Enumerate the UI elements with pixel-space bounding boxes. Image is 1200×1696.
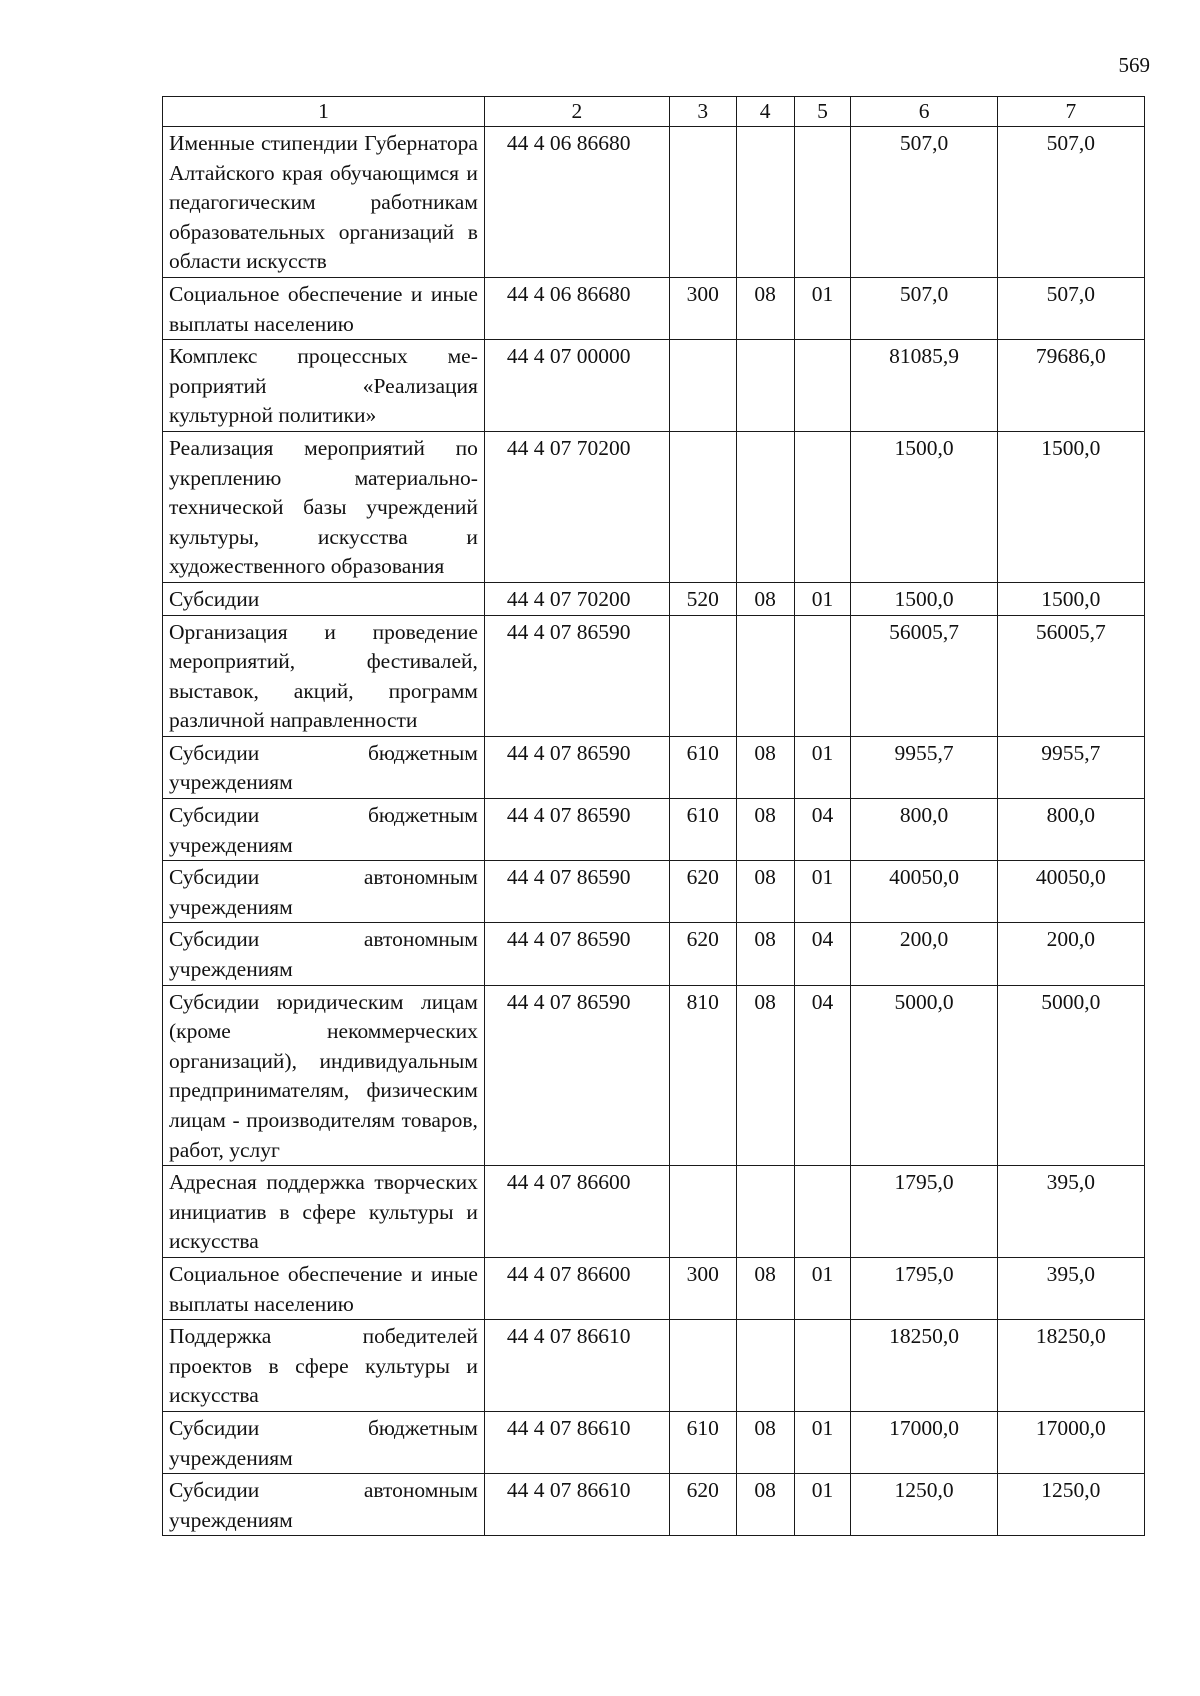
cell-code: 44 4 07 86600 xyxy=(484,1166,669,1258)
cell-col-7: 18250,0 xyxy=(997,1320,1144,1412)
cell-col-4: 08 xyxy=(736,1474,794,1536)
table-header xyxy=(163,97,1145,127)
cell-col-6: 1500,0 xyxy=(851,582,997,615)
cell-col-6: 18250,0 xyxy=(851,1320,997,1412)
cell-col-3: 810 xyxy=(669,985,736,1166)
cell-name: Социальное обеспечение и иные выплаты населению xyxy=(163,277,485,339)
cell-code: 44 4 07 86610 xyxy=(484,1474,669,1536)
cell-name: Субсидии автономным учреждениям xyxy=(163,861,485,923)
cell-code: 44 4 07 86590 xyxy=(484,615,669,736)
cell-col-5: 01 xyxy=(794,277,851,339)
cell-col-3 xyxy=(669,1166,736,1258)
cell-code: 44 4 06 86680 xyxy=(484,127,669,278)
cell-col-7: 1250,0 xyxy=(997,1474,1144,1536)
budget-table xyxy=(162,96,1145,1536)
cell-col-3: 620 xyxy=(669,861,736,923)
cell-col-4: 08 xyxy=(736,1257,794,1319)
cell-col-5: 04 xyxy=(794,923,851,985)
cell-name: Социальное обеспечение и иные выплаты населению xyxy=(163,1257,485,1319)
cell-col-3: 610 xyxy=(669,799,736,861)
cell-name: Субсидии бюджетным учреждениям xyxy=(163,736,485,798)
cell-col-5: 01 xyxy=(794,861,851,923)
cell-name: Субсидии автономным учреждениям xyxy=(163,923,485,985)
cell-name: Комплекс процессных мероприятий «Реализация культурной политики» xyxy=(163,340,485,432)
table-row xyxy=(163,985,1145,1166)
table-row xyxy=(163,799,1145,861)
header-col-2: 2 xyxy=(484,97,669,127)
cell-col-7: 1500,0 xyxy=(997,431,1144,582)
cell-col-5: 04 xyxy=(794,799,851,861)
cell-code: 44 4 07 00000 xyxy=(484,340,669,432)
cell-col-4: 08 xyxy=(736,923,794,985)
cell-col-7: 800,0 xyxy=(997,799,1144,861)
table-row xyxy=(163,736,1145,798)
cell-name: Поддержка победителей проектов в сфере культуры и искусства xyxy=(163,1320,485,1412)
cell-col-3 xyxy=(669,127,736,278)
cell-name: Субсидии юридическим лицам (кроме некоммерческих организаций), индивидуальным предпринимателям, физическим лицам - производителям товаров, работ, услуг xyxy=(163,985,485,1166)
table-row xyxy=(163,1474,1145,1536)
cell-col-4 xyxy=(736,1166,794,1258)
table-row xyxy=(163,340,1145,432)
cell-col-7: 507,0 xyxy=(997,127,1144,278)
cell-col-6: 1500,0 xyxy=(851,431,997,582)
cell-name: Субсидии бюджетным учреждениям xyxy=(163,799,485,861)
table-row xyxy=(163,1320,1145,1412)
table-row xyxy=(163,582,1145,615)
cell-col-7: 395,0 xyxy=(997,1257,1144,1319)
cell-col-5: 04 xyxy=(794,985,851,1166)
cell-col-7: 17000,0 xyxy=(997,1411,1144,1473)
header-col-4: 4 xyxy=(736,97,794,127)
cell-col-6: 5000,0 xyxy=(851,985,997,1166)
cell-col-4 xyxy=(736,340,794,432)
cell-col-4: 08 xyxy=(736,736,794,798)
header-col-3: 3 xyxy=(669,97,736,127)
cell-col-4: 08 xyxy=(736,799,794,861)
cell-col-5: 01 xyxy=(794,1411,851,1473)
cell-col-7: 395,0 xyxy=(997,1166,1144,1258)
cell-name: Субсидии xyxy=(163,582,485,615)
cell-col-5: 01 xyxy=(794,1474,851,1536)
cell-col-6: 1795,0 xyxy=(851,1166,997,1258)
cell-code: 44 4 07 86590 xyxy=(484,861,669,923)
cell-col-5 xyxy=(794,340,851,432)
cell-col-6: 200,0 xyxy=(851,923,997,985)
cell-col-6: 40050,0 xyxy=(851,861,997,923)
table-row xyxy=(163,923,1145,985)
page-number: 569 xyxy=(1118,53,1150,77)
cell-col-3 xyxy=(669,340,736,432)
cell-col-4: 08 xyxy=(736,1411,794,1473)
cell-col-7: 507,0 xyxy=(997,277,1144,339)
cell-col-7: 1500,0 xyxy=(997,582,1144,615)
cell-col-5 xyxy=(794,127,851,278)
cell-code: 44 4 07 86590 xyxy=(484,985,669,1166)
cell-col-4 xyxy=(736,431,794,582)
cell-col-6: 800,0 xyxy=(851,799,997,861)
cell-col-6: 81085,9 xyxy=(851,340,997,432)
cell-code: 44 4 07 86590 xyxy=(484,923,669,985)
table-row xyxy=(163,861,1145,923)
cell-col-5 xyxy=(794,1166,851,1258)
cell-col-3: 300 xyxy=(669,1257,736,1319)
header-col-7: 7 xyxy=(997,97,1144,127)
cell-col-5: 01 xyxy=(794,582,851,615)
cell-name: Организация и проведение мероприятий, фестивалей, выставок, акций, программ различной направленности xyxy=(163,615,485,736)
cell-col-3: 610 xyxy=(669,736,736,798)
cell-col-6: 56005,7 xyxy=(851,615,997,736)
cell-name: Реализация мероприятий по укреплению материально-технической базы учреждений культуры, искусства и художественного образования xyxy=(163,431,485,582)
cell-col-4 xyxy=(736,127,794,278)
cell-code: 44 4 07 86600 xyxy=(484,1257,669,1319)
cell-col-3: 620 xyxy=(669,1474,736,1536)
cell-name: Именные стипендии Губернатора Алтайского края обучающимся и педагогическим работникам образовательных организаций в области искусств xyxy=(163,127,485,278)
cell-col-3: 620 xyxy=(669,923,736,985)
cell-col-3: 520 xyxy=(669,582,736,615)
cell-col-3 xyxy=(669,615,736,736)
cell-col-6: 1250,0 xyxy=(851,1474,997,1536)
cell-col-6: 1795,0 xyxy=(851,1257,997,1319)
cell-code: 44 4 07 86590 xyxy=(484,799,669,861)
table-row xyxy=(163,277,1145,339)
cell-col-7: 40050,0 xyxy=(997,861,1144,923)
cell-col-5: 01 xyxy=(794,1257,851,1319)
cell-col-3 xyxy=(669,1320,736,1412)
cell-col-7: 200,0 xyxy=(997,923,1144,985)
cell-name: Адресная поддержка творческих инициатив в сфере культуры и искусства xyxy=(163,1166,485,1258)
cell-col-7: 56005,7 xyxy=(997,615,1144,736)
cell-code: 44 4 07 86610 xyxy=(484,1320,669,1412)
cell-name: Субсидии автономным учреждениям xyxy=(163,1474,485,1536)
cell-name: Субсидии бюджетным учреждениям xyxy=(163,1411,485,1473)
cell-col-7: 5000,0 xyxy=(997,985,1144,1166)
cell-col-4: 08 xyxy=(736,861,794,923)
table-body xyxy=(163,127,1145,1536)
cell-col-4 xyxy=(736,615,794,736)
cell-col-6: 507,0 xyxy=(851,277,997,339)
cell-col-4: 08 xyxy=(736,582,794,615)
cell-col-3: 610 xyxy=(669,1411,736,1473)
cell-col-6: 17000,0 xyxy=(851,1411,997,1473)
cell-col-4: 08 xyxy=(736,985,794,1166)
table-row xyxy=(163,1166,1145,1258)
cell-col-6: 9955,7 xyxy=(851,736,997,798)
header-col-6: 6 xyxy=(851,97,997,127)
cell-col-3 xyxy=(669,431,736,582)
cell-col-5: 01 xyxy=(794,736,851,798)
cell-col-3: 300 xyxy=(669,277,736,339)
table-row xyxy=(163,1411,1145,1473)
cell-code: 44 4 07 70200 xyxy=(484,431,669,582)
cell-col-5 xyxy=(794,1320,851,1412)
cell-col-6: 507,0 xyxy=(851,127,997,278)
table-row xyxy=(163,431,1145,582)
cell-col-4 xyxy=(736,1320,794,1412)
cell-col-7: 79686,0 xyxy=(997,340,1144,432)
cell-col-5 xyxy=(794,431,851,582)
table-row xyxy=(163,127,1145,278)
cell-code: 44 4 06 86680 xyxy=(484,277,669,339)
cell-col-7: 9955,7 xyxy=(997,736,1144,798)
cell-code: 44 4 07 70200 xyxy=(484,582,669,615)
table-row xyxy=(163,1257,1145,1319)
cell-code: 44 4 07 86610 xyxy=(484,1411,669,1473)
cell-col-4: 08 xyxy=(736,277,794,339)
table-row xyxy=(163,615,1145,736)
header-col-1: 1 xyxy=(163,97,485,127)
header-row xyxy=(163,97,1145,127)
header-col-5: 5 xyxy=(794,97,851,127)
cell-code: 44 4 07 86590 xyxy=(484,736,669,798)
cell-col-5 xyxy=(794,615,851,736)
